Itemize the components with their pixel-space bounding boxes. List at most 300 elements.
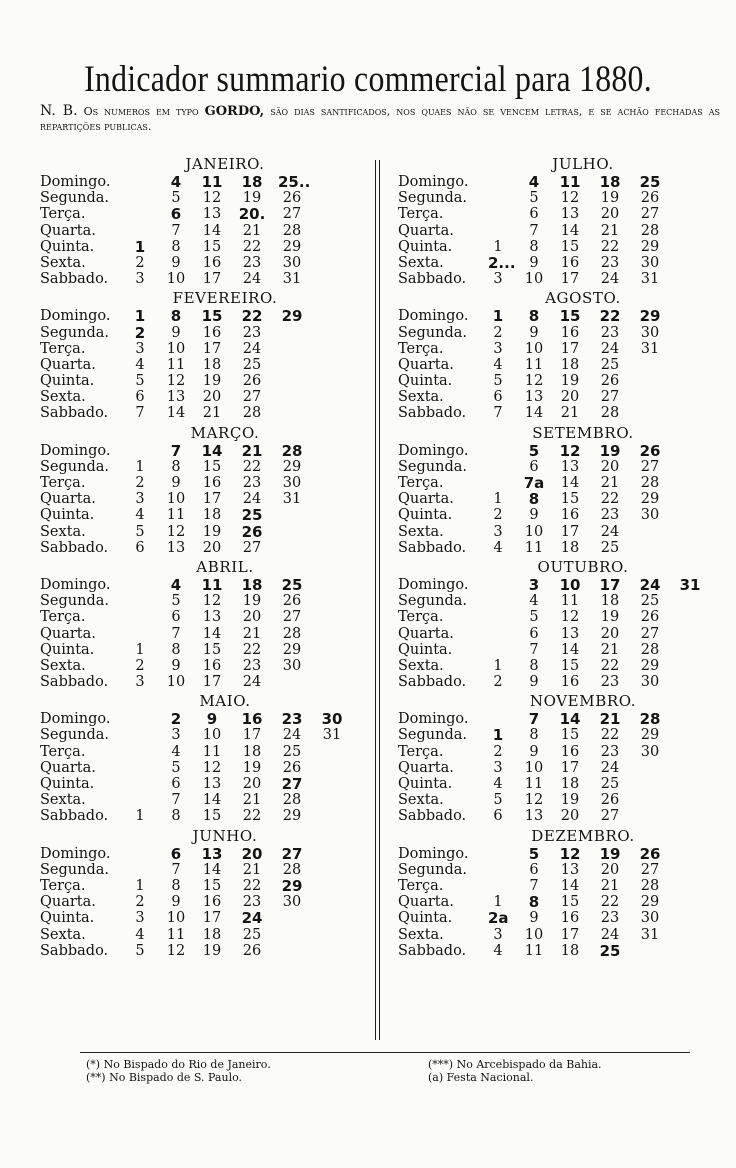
weekday-label: Sexta. [398,389,444,406]
date-cell: 28 [600,405,620,422]
holiday-date: 8 [528,490,540,509]
date-cell: 4 [135,507,145,524]
weekday-label: Sexta. [398,926,444,943]
holiday-date: 17 [599,575,621,594]
date-cell: 21 [242,861,262,878]
footnote: (**) No Bispado de S. Paulo. [86,1071,243,1084]
date-cell: 18 [560,776,580,792]
weekday-label: Sexta. [398,792,444,809]
week-row [40,389,370,405]
holiday-date: 29 [639,307,661,326]
date-cell: 23 [242,324,262,341]
weekday-label: Domingo. [398,845,469,862]
weekday-label: Sexta. [40,389,86,406]
date-cell: 6 [493,389,503,406]
date-cell: 16 [560,743,580,760]
date-cell: 20 [202,389,222,406]
holiday-date: 11 [201,173,223,191]
date-cell: 3 [493,926,503,943]
date-cell: 15 [560,727,580,744]
weekday-label: Segunda. [40,458,110,475]
date-cell: 25 [242,356,262,373]
holiday-date: 29 [281,307,303,326]
date-cell: 3 [493,759,503,776]
date-cell: 5 [171,593,181,610]
date-cell: 30 [640,743,660,760]
date-cell: 21 [600,877,620,894]
weekday-label: Sexta. [40,792,86,809]
date-cell: 28 [282,861,302,878]
date-cell: 12 [202,190,222,207]
holiday-date: 21 [599,710,621,729]
column-divider [375,160,376,1040]
date-cell: 11 [166,926,186,943]
date-cell: 9 [171,657,181,674]
week-row [398,658,728,674]
weekday-label: Domingo. [398,308,469,325]
date-cell: 26 [242,942,262,959]
month-name: NOVEMBRO. [529,692,637,711]
date-cell: 11 [524,776,544,792]
weekday-label: Quarta. [40,491,96,508]
weekday-label: Sabbado. [40,808,109,825]
date-cell: 25 [640,593,660,610]
date-cell: 19 [202,942,222,959]
weekday-label: Sabbado. [398,539,467,556]
date-cell: 27 [640,861,660,878]
week-row [40,443,370,459]
weekday-label: Segunda. [398,324,468,341]
month-block [40,424,370,556]
week-row [40,744,370,760]
holiday-date: 15 [559,307,581,326]
holiday-date: 25 [639,173,661,191]
weekday-label: Domingo. [40,442,111,459]
column-divider [379,160,380,1040]
weekday-label: Segunda. [398,458,468,475]
date-cell: 5 [493,373,503,390]
date-cell: 24 [242,674,262,691]
date-cell: 29 [282,238,302,255]
date-cell: 31 [282,491,302,508]
date-cell: 4 [493,539,503,556]
footnote: (a) Festa Nacional. [428,1071,534,1084]
date-cell: 6 [135,539,145,556]
holiday-date: 27 [281,775,303,793]
date-cell: 18 [560,942,580,959]
holiday-date: 18 [241,575,263,594]
holiday-date: 2a [488,909,509,928]
date-cell: 11 [524,942,544,959]
date-cell: 2 [493,674,503,691]
holiday-date: 24 [639,575,661,594]
month-name: FEVEREIRO. [172,289,278,308]
date-cell: 23 [600,743,620,760]
date-cell: 19 [202,373,222,390]
date-cell: 10 [202,727,222,744]
date-cell: 13 [202,206,222,223]
weekday-label: Domingo. [398,711,469,728]
month-name: ABRIL. [196,557,254,576]
date-cell: 9 [529,254,539,271]
week-row [398,206,728,222]
weekday-label: Sexta. [40,254,86,271]
date-cell: 21 [242,792,262,809]
date-cell: 23 [600,507,620,524]
date-cell: 25 [600,539,620,556]
holiday-date: 4 [528,173,540,191]
footnote: (***) No Arcebispado da Bahia. [428,1058,602,1071]
weekday-label: Sabbado. [398,808,467,825]
week-row [40,206,370,222]
holiday-date: 1 [134,307,146,326]
week-row [398,674,728,690]
footnotes-right [428,1058,602,1084]
date-cell: 22 [242,238,262,255]
week-row [398,540,728,556]
week-row [398,846,728,862]
week-row [398,491,728,507]
weekday-label: Terça. [40,609,86,626]
note-text-after: são dias santificados, nos quaes não se vencem letras, e se achão fechadas as repartições publicas. [40,105,720,133]
weekday-label: Segunda. [40,861,110,878]
date-cell: 17 [202,910,222,927]
date-cell: 2 [135,657,145,674]
date-cell: 30 [282,254,302,271]
date-cell: 26 [282,759,302,776]
weekday-label: Domingo. [40,174,111,190]
week-row [398,711,728,727]
holiday-date: 12 [559,844,581,863]
date-cell: 14 [202,625,222,642]
weekday-label: Domingo. [398,174,469,190]
holiday-date: 15 [201,307,223,326]
holiday-date: 20 [241,844,263,863]
date-cell: 21 [242,222,262,239]
week-row [398,325,728,341]
date-cell: 14 [560,222,580,239]
date-cell: 15 [202,808,222,825]
date-cell: 29 [640,894,660,911]
date-cell: 13 [560,458,580,475]
date-cell: 25 [600,776,620,792]
date-cell: 5 [135,373,145,390]
date-cell: 20 [242,609,262,626]
weekday-label: Segunda. [398,593,468,610]
month-block [40,289,370,421]
date-cell: 10 [524,759,544,776]
week-row [398,174,728,190]
week-row [398,459,728,475]
date-cell: 2 [135,475,145,491]
date-cell: 3 [135,910,145,927]
date-cell: 20 [242,776,262,792]
month-name: MARÇO. [190,423,260,442]
date-cell: 21 [560,405,580,422]
date-cell: 22 [242,808,262,825]
holiday-date: 6 [170,205,182,224]
holiday-date: 19 [599,844,621,863]
date-cell: 6 [529,625,539,642]
date-cell: 20 [600,458,620,475]
week-row [398,239,728,255]
date-cell: 21 [600,475,620,491]
date-cell: 24 [600,759,620,776]
holiday-date: 7 [170,441,182,460]
week-row [40,507,370,523]
week-row [398,626,728,642]
date-cell: 7 [529,641,539,658]
date-cell: 13 [524,389,544,406]
date-cell: 20 [560,389,580,406]
date-cell: 30 [282,657,302,674]
date-cell: 13 [202,776,222,792]
holiday-date: 14 [559,710,581,729]
date-cell: 3 [171,727,181,744]
bold-days-note [40,104,720,134]
week-row [40,760,370,776]
holiday-date: 2 [170,710,182,729]
date-cell: 24 [600,340,620,357]
date-cell: 3 [493,523,503,540]
date-cell: 13 [202,609,222,626]
week-row [40,927,370,943]
date-cell: 10 [524,523,544,540]
date-cell: 1 [135,808,145,825]
note-lead: N. B. [40,103,78,119]
date-cell: 26 [600,373,620,390]
month-block [398,424,728,556]
date-cell: 8 [529,727,539,744]
month-block [398,155,728,287]
week-row [40,491,370,507]
date-cell: 12 [166,523,186,540]
holiday-date: 9 [206,710,218,729]
date-cell: 19 [600,190,620,207]
date-cell: 7 [171,625,181,642]
date-cell: 5 [493,792,503,809]
date-cell: 9 [529,507,539,524]
date-cell: 13 [560,625,580,642]
week-row [398,927,728,943]
weekday-label: Segunda. [40,190,110,207]
date-cell: 11 [166,507,186,524]
weekday-label: Sexta. [398,523,444,540]
holiday-date: 14 [201,441,223,460]
weekday-label: Sabbado. [398,674,467,691]
holiday-date: 27 [281,844,303,863]
weekday-label: Terça. [398,743,444,760]
date-cell: 18 [600,593,620,610]
holiday-date: 8 [528,307,540,326]
date-cell: 24 [242,491,262,508]
date-cell: 15 [202,641,222,658]
week-row [398,593,728,609]
date-cell: 24 [600,523,620,540]
date-cell: 1 [135,458,145,475]
week-row [40,341,370,357]
date-cell: 30 [282,894,302,911]
week-row [40,862,370,878]
weekday-label: Sabbado. [40,405,109,422]
month-block [398,692,728,824]
date-cell: 15 [202,877,222,894]
date-cell: 15 [202,458,222,475]
weekday-label: Terça. [398,475,444,491]
weekday-label: Domingo. [40,845,111,862]
holiday-date: 1 [134,237,146,256]
date-cell: 15 [560,491,580,508]
week-row [40,674,370,690]
date-cell: 30 [640,324,660,341]
date-cell: 6 [135,389,145,406]
week-row [398,271,728,287]
week-row [40,792,370,808]
date-cell: 28 [640,877,660,894]
date-cell: 27 [600,808,620,825]
weekday-label: Quinta. [40,238,95,255]
date-cell: 6 [171,776,181,792]
holiday-date: 5 [528,844,540,863]
date-cell: 10 [524,926,544,943]
weekday-label: Terça. [398,340,444,357]
date-cell: 19 [242,593,262,610]
weekday-label: Quarta. [398,222,454,239]
date-cell: 27 [640,625,660,642]
holiday-date: 26 [639,844,661,863]
holiday-date: 28 [639,710,661,729]
date-cell: 5 [529,609,539,626]
date-cell: 29 [282,641,302,658]
date-cell: 2 [135,254,145,271]
weekday-label: Segunda. [398,727,468,744]
date-cell: 23 [242,894,262,911]
weekday-label: Quarta. [40,356,96,373]
week-row [398,894,728,910]
weekday-label: Domingo. [398,442,469,459]
holiday-date: 4 [170,173,182,191]
date-cell: 18 [560,356,580,373]
week-row [40,808,370,824]
weekday-label: Quarta. [40,625,96,642]
week-row [398,744,728,760]
date-cell: 12 [166,373,186,390]
date-cell: 5 [135,942,145,959]
week-row [40,540,370,556]
week-row [40,357,370,373]
date-cell: 16 [560,507,580,524]
date-cell: 8 [171,877,181,894]
weekday-label: Quarta. [40,222,96,239]
date-cell: 14 [560,475,580,491]
date-cell: 20 [600,206,620,223]
date-cell: 16 [202,324,222,341]
date-cell: 22 [600,491,620,508]
date-cell: 22 [600,657,620,674]
weekday-label: Quarta. [398,894,454,911]
date-cell: 9 [171,254,181,271]
weekday-label: Quinta. [40,373,95,390]
holiday-date: 2 [134,323,146,342]
weekday-label: Quarta. [398,491,454,508]
holiday-date: 19 [599,441,621,460]
date-cell: 24 [242,340,262,357]
week-row [40,174,370,190]
week-row [40,626,370,642]
date-cell: 29 [640,657,660,674]
date-cell: 1 [135,641,145,658]
date-cell: 22 [242,641,262,658]
holiday-date: 18 [599,173,621,191]
date-cell: 16 [202,254,222,271]
weekday-label: Domingo. [398,576,469,593]
week-row [398,443,728,459]
date-cell: 16 [560,674,580,691]
date-cell: 15 [560,238,580,255]
week-row [40,878,370,894]
date-cell: 16 [560,910,580,927]
holiday-date: 29 [281,876,303,895]
holiday-date: 25 [281,575,303,594]
date-cell: 9 [529,910,539,927]
week-row [398,760,728,776]
date-cell: 5 [171,759,181,776]
date-cell: 18 [202,356,222,373]
date-cell: 10 [166,491,186,508]
date-cell: 13 [166,539,186,556]
month-name: MAIO. [199,692,251,711]
week-row [40,846,370,862]
holiday-date: 22 [599,307,621,326]
date-cell: 10 [166,340,186,357]
date-cell: 1 [135,877,145,894]
weekday-label: Quarta. [40,894,96,911]
date-cell: 2 [493,743,503,760]
date-cell: 27 [640,206,660,223]
date-cell: 2 [493,507,503,524]
holiday-date: 11 [559,173,581,191]
date-cell: 4 [171,743,181,760]
date-cell: 26 [640,609,660,626]
date-cell: 16 [202,475,222,491]
weekday-label: Sabbado. [40,271,109,288]
week-row [398,405,728,421]
date-cell: 27 [242,389,262,406]
week-row [40,776,370,792]
footnotes-left [86,1058,271,1084]
weekday-label: Terça. [398,609,444,626]
month-block [40,558,370,690]
date-cell: 6 [171,609,181,626]
week-row [398,878,728,894]
date-cell: 24 [242,271,262,288]
date-cell: 26 [600,792,620,809]
week-row [40,308,370,324]
date-cell: 12 [202,759,222,776]
footnote: (*) No Bispado do Rio de Janeiro. [86,1058,271,1071]
weekday-label: Sabbado. [40,674,109,691]
weekday-label: Terça. [40,877,86,894]
date-cell: 25 [242,926,262,943]
week-row [398,308,728,324]
date-cell: 1 [493,238,503,255]
weekday-label: Sexta. [398,254,444,271]
note-gordo: GORDO, [204,104,265,119]
date-cell: 12 [524,373,544,390]
date-cell: 11 [166,356,186,373]
date-cell: 3 [493,340,503,357]
date-cell: 12 [202,593,222,610]
